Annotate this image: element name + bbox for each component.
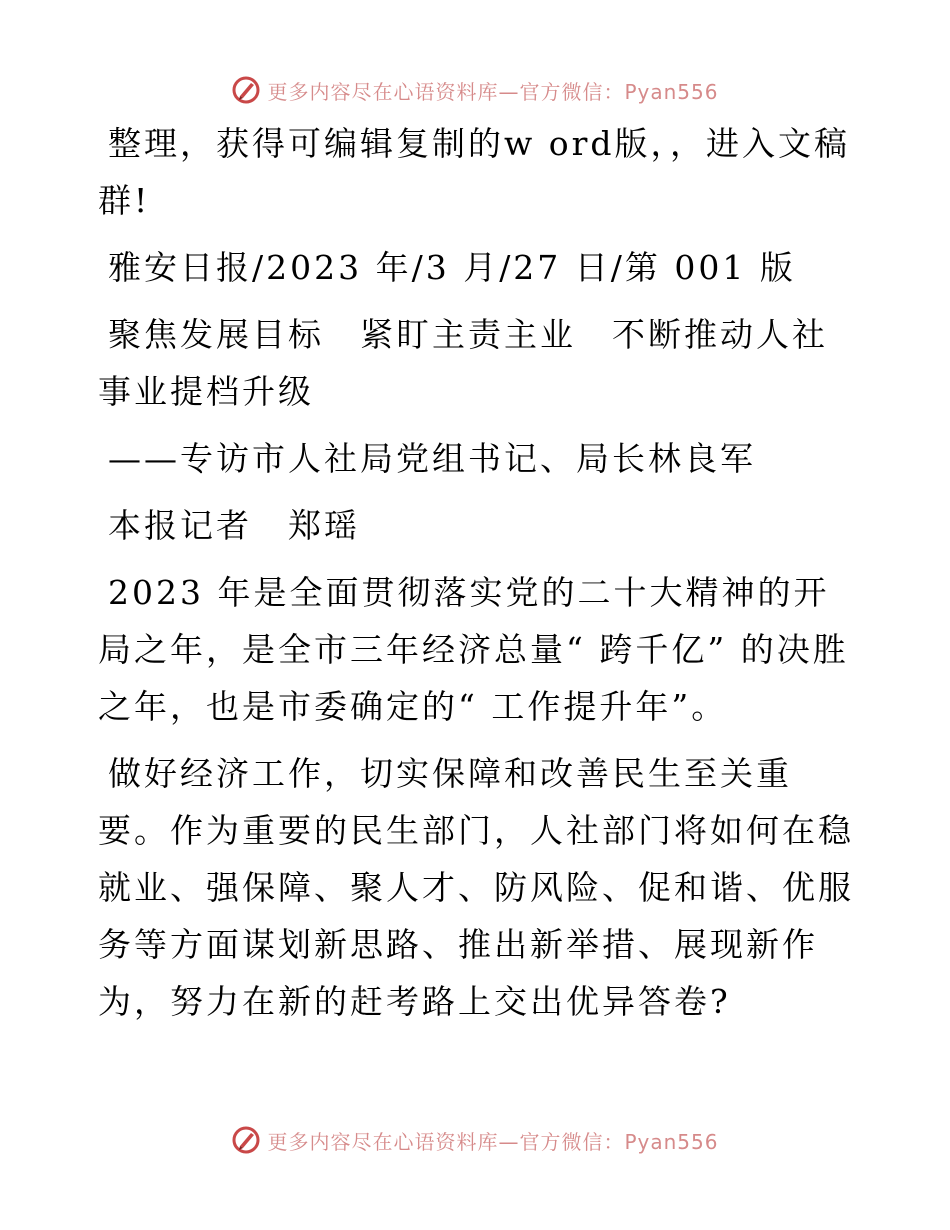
watermark-text: 更多内容尽在心语资料库—官方微信：Pyan556 [267, 79, 719, 104]
footer-watermark-banner [0, 1120, 950, 1160]
watermark-text: 更多内容尽在心语资料库—官方微信：Pyan556 [267, 1129, 719, 1154]
source-line: 雅安日报/2023 年/3 月/27 日/第 001 版 [108, 248, 796, 287]
pen-circle-logo-icon [231, 75, 261, 105]
body-paragraph: 2023 年是全面贯彻落实党的二十大精神的开局之年，是全市三年经济总量“ 跨千亿” 的决胜之年，也是市委确定的“ 工作提升年”。 [98, 573, 849, 726]
header-watermark-banner [0, 70, 950, 110]
document-body [98, 115, 858, 1040]
byline: 本报记者 郑瑶 [108, 506, 360, 545]
intro-note: 整理，获得可编辑复制的w ord版，，进入文稿群! [98, 124, 851, 220]
body-paragraph: 做好经济工作，切实保障和改善民生至关重要。作为重要的民生部门，人社部门将如何在稳就业、强保障、聚人才、防风险、促和谐、优服务等方面谋划新思路、推出新举措、展现新作为，努力在新的赶考路上交出优异答卷? [98, 754, 854, 1021]
article-subtitle: ——专访市人社局党组书记、局长林良军 [108, 439, 756, 478]
pen-circle-logo-icon [231, 1125, 261, 1155]
article-headline: 聚焦发展目标 紧盯主责主业 不断推动人社事业提档升级 [98, 315, 828, 411]
